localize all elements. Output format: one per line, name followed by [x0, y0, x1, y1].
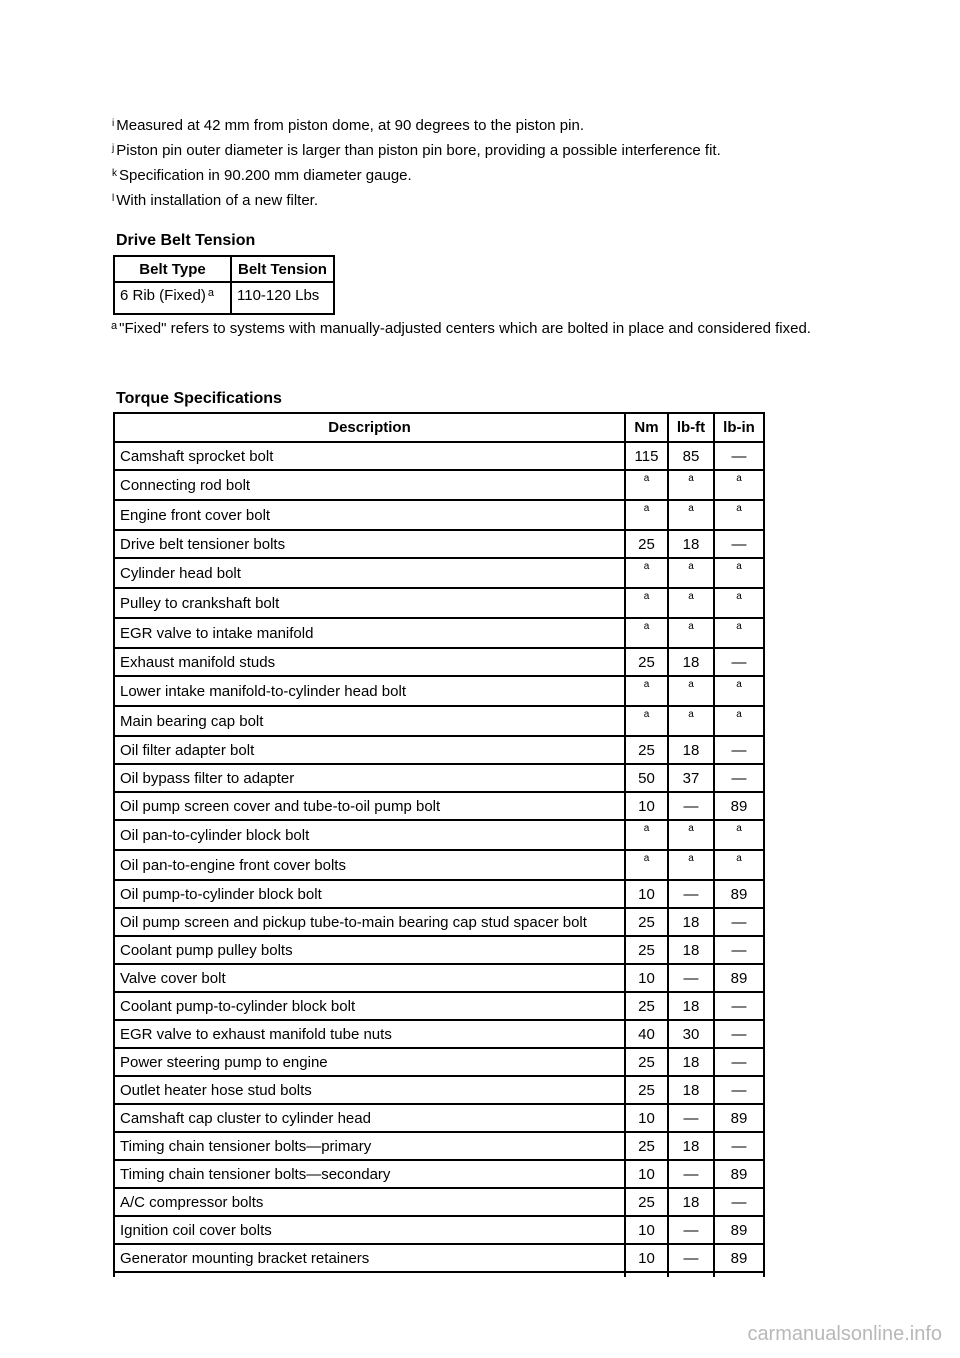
footnote-i: [112, 114, 721, 139]
lb-ft-cell: —: [668, 1216, 714, 1244]
lb-ft-cell: 18: [668, 736, 714, 764]
nm-cell: a: [625, 588, 668, 618]
description-cell: Oil pan-to-engine front cover bolts: [114, 850, 625, 880]
lb-in-cell: —: [714, 1188, 764, 1216]
table-row: [114, 908, 764, 936]
lb-ft-cell: 18: [668, 936, 714, 964]
nm-cell: a: [625, 500, 668, 530]
lb-in-cell: —: [714, 764, 764, 792]
footnote-mark: k: [112, 168, 117, 179]
description-cell: Oil pump-to-cylinder block bolt: [114, 880, 625, 908]
description-cell: Camshaft sprocket bolt: [114, 442, 625, 470]
lb-in-cell: —: [714, 1076, 764, 1104]
lb-in-cell: —: [714, 908, 764, 936]
nm-cell: 10: [625, 964, 668, 992]
footnote-text: Piston pin outer diameter is larger than piston pin bore, providing a possible interference fit.: [116, 142, 721, 159]
description-cell: Oil pan-to-cylinder block bolt: [114, 820, 625, 850]
table-row: [114, 1048, 764, 1076]
nm-cell: a: [625, 676, 668, 706]
lb-ft-cell: —: [668, 1160, 714, 1188]
belt-section-title: Drive Belt Tension: [116, 232, 256, 249]
description-cell: Connecting rod bolt: [114, 470, 625, 500]
description-cell: Timing chain tensioner bolts—secondary: [114, 1160, 625, 1188]
lb-in-cell: a: [714, 558, 764, 588]
description-cell: Coolant pump-to-cylinder block bolt: [114, 992, 625, 1020]
description-cell: Oil pump screen and pickup tube-to-main bearing cap stud spacer bolt: [114, 908, 625, 936]
description-cell: EGR valve to intake manifold: [114, 618, 625, 648]
nm-cell: a: [625, 558, 668, 588]
continuation-cell: [714, 1272, 764, 1277]
belt-type-value: 6 Rib (Fixed): [120, 287, 206, 304]
belt-tension-value: 110-120 Lbs: [231, 282, 334, 314]
lb-ft-cell: a: [668, 706, 714, 736]
table-header-row: [114, 413, 764, 442]
table-row: [114, 1216, 764, 1244]
lb-in-cell: a: [714, 470, 764, 500]
table-row: [114, 1076, 764, 1104]
footnote-text: Specification in 90.200 mm diameter gauge.: [119, 167, 412, 184]
description-cell: Cylinder head bolt: [114, 558, 625, 588]
nm-cell: 40: [625, 1020, 668, 1048]
nm-cell: 10: [625, 1160, 668, 1188]
lb-ft-cell: a: [668, 850, 714, 880]
lb-ft-cell: 18: [668, 1076, 714, 1104]
table-continuation-row: [114, 1272, 764, 1277]
table-row: [114, 736, 764, 764]
lb-ft-cell: —: [668, 964, 714, 992]
description-cell: Generator mounting bracket retainers: [114, 1244, 625, 1272]
lb-in-cell: —: [714, 442, 764, 470]
nm-cell: a: [625, 618, 668, 648]
table-row: [114, 792, 764, 820]
nm-cell: a: [625, 850, 668, 880]
nm-cell: 25: [625, 1048, 668, 1076]
footnote-list: [112, 114, 721, 214]
table-row: [114, 282, 334, 314]
table-row: [114, 1020, 764, 1048]
description-cell: A/C compressor bolts: [114, 1188, 625, 1216]
torque-specifications-table: [113, 412, 765, 1277]
lb-ft-cell: a: [668, 588, 714, 618]
table-row: [114, 500, 764, 530]
nm-cell: 10: [625, 1104, 668, 1132]
description-cell: Drive belt tensioner bolts: [114, 530, 625, 558]
table-row: [114, 676, 764, 706]
nm-cell: a: [625, 820, 668, 850]
continuation-cell: [668, 1272, 714, 1277]
lb-in-cell: —: [714, 992, 764, 1020]
description-header: Description: [114, 413, 625, 442]
table-row: [114, 588, 764, 618]
lb-ft-cell: 18: [668, 530, 714, 558]
lb-in-cell: a: [714, 850, 764, 880]
table-row: [114, 1104, 764, 1132]
table-row: [114, 530, 764, 558]
lb-in-cell: 89: [714, 964, 764, 992]
footnote-l: [112, 189, 721, 214]
footnote-text: "Fixed" refers to systems with manually-adjusted centers which are bolted in place and considered fixed.: [119, 320, 811, 337]
description-cell: Power steering pump to engine: [114, 1048, 625, 1076]
description-cell: Outlet heater hose stud bolts: [114, 1076, 625, 1104]
table-row: [114, 558, 764, 588]
nm-header: Nm: [625, 413, 668, 442]
table-header-row: [114, 256, 334, 282]
lb-in-cell: 89: [714, 1104, 764, 1132]
nm-cell: 25: [625, 936, 668, 964]
table-row: [114, 880, 764, 908]
lb-ft-cell: a: [668, 500, 714, 530]
lb-in-cell: a: [714, 676, 764, 706]
lb-ft-cell: 18: [668, 1132, 714, 1160]
description-cell: EGR valve to exhaust manifold tube nuts: [114, 1020, 625, 1048]
lb-in-cell: a: [714, 820, 764, 850]
table-row: [114, 764, 764, 792]
nm-cell: 10: [625, 1244, 668, 1272]
lb-ft-cell: 18: [668, 1188, 714, 1216]
nm-cell: 10: [625, 792, 668, 820]
table-row: [114, 706, 764, 736]
lb-ft-cell: 18: [668, 908, 714, 936]
lb-ft-cell: a: [668, 820, 714, 850]
lb-ft-cell: —: [668, 1244, 714, 1272]
table-row: [114, 964, 764, 992]
description-cell: Oil pump screen cover and tube-to-oil pump bolt: [114, 792, 625, 820]
table-row: [114, 992, 764, 1020]
nm-cell: 10: [625, 880, 668, 908]
lb-in-cell: 89: [714, 880, 764, 908]
lb-ft-cell: 18: [668, 992, 714, 1020]
description-cell: Oil bypass filter to adapter: [114, 764, 625, 792]
lb-in-cell: 89: [714, 792, 764, 820]
lb-in-cell: —: [714, 1048, 764, 1076]
description-cell: Timing chain tensioner bolts—primary: [114, 1132, 625, 1160]
description-cell: Exhaust manifold studs: [114, 648, 625, 676]
nm-cell: 25: [625, 1132, 668, 1160]
nm-cell: 115: [625, 442, 668, 470]
lb-in-cell: a: [714, 706, 764, 736]
lb-ft-cell: —: [668, 880, 714, 908]
lb-ft-cell: 30: [668, 1020, 714, 1048]
lb-ft-cell: —: [668, 792, 714, 820]
continuation-cell: [625, 1272, 668, 1277]
lb-ft-cell: a: [668, 470, 714, 500]
lb-in-cell: —: [714, 1132, 764, 1160]
table-row: [114, 1160, 764, 1188]
lb-in-cell: —: [714, 936, 764, 964]
table-row: [114, 1188, 764, 1216]
nm-cell: 25: [625, 648, 668, 676]
footnote-text: With installation of a new filter.: [116, 192, 318, 209]
description-cell: Oil filter adapter bolt: [114, 736, 625, 764]
nm-cell: a: [625, 470, 668, 500]
footnote-mark: a: [111, 320, 118, 332]
lb-ft-cell: 37: [668, 764, 714, 792]
lb-in-cell: a: [714, 618, 764, 648]
lb-in-cell: 89: [714, 1216, 764, 1244]
nm-cell: 25: [625, 530, 668, 558]
description-cell: Main bearing cap bolt: [114, 706, 625, 736]
description-cell: Camshaft cap cluster to cylinder head: [114, 1104, 625, 1132]
nm-cell: 25: [625, 1188, 668, 1216]
watermark: carmanualsonline.info: [747, 1323, 942, 1345]
table-row: [114, 618, 764, 648]
description-cell: Coolant pump pulley bolts: [114, 936, 625, 964]
belt-type-cell: [114, 282, 231, 314]
description-cell: Lower intake manifold-to-cylinder head bolt: [114, 676, 625, 706]
lb-ft-cell: 85: [668, 442, 714, 470]
footnote-mark: j: [112, 143, 115, 154]
table-row: [114, 1132, 764, 1160]
table-row: [114, 470, 764, 500]
lb-ft-cell: a: [668, 558, 714, 588]
lb-in-cell: a: [714, 500, 764, 530]
table-row: [114, 1244, 764, 1272]
lb-in-cell: 89: [714, 1244, 764, 1272]
footnote-mark: i: [112, 118, 115, 129]
nm-cell: 25: [625, 908, 668, 936]
lb-in-cell: —: [714, 530, 764, 558]
footnote-k: [112, 164, 721, 189]
footnote-mark: l: [112, 193, 115, 204]
table-row: [114, 936, 764, 964]
belt-tension-header: Belt Tension: [231, 256, 334, 282]
description-cell: Pulley to crankshaft bolt: [114, 588, 625, 618]
lb-in-cell: 89: [714, 1160, 764, 1188]
table-row: [114, 820, 764, 850]
nm-cell: 25: [625, 1076, 668, 1104]
lb-in-cell: —: [714, 736, 764, 764]
table-row: [114, 850, 764, 880]
belt-footnote: [111, 316, 841, 339]
lb-ft-cell: a: [668, 618, 714, 648]
footnote-text: Measured at 42 mm from piston dome, at 90 degrees to the piston pin.: [116, 117, 584, 134]
continuation-cell: [114, 1272, 625, 1277]
lb-ft-cell: 18: [668, 648, 714, 676]
lb-ft-cell: 18: [668, 1048, 714, 1076]
lb-in-cell: —: [714, 1020, 764, 1048]
belt-type-footnote-mark: a: [207, 287, 214, 299]
description-cell: Valve cover bolt: [114, 964, 625, 992]
belt-type-header: Belt Type: [114, 256, 231, 282]
footnote-j: [112, 139, 721, 164]
lb-in-cell: a: [714, 588, 764, 618]
nm-cell: 25: [625, 992, 668, 1020]
lb-in-header: lb-in: [714, 413, 764, 442]
torque-section-title: Torque Specifications: [116, 390, 282, 407]
nm-cell: 25: [625, 736, 668, 764]
description-cell: Ignition coil cover bolts: [114, 1216, 625, 1244]
nm-cell: 50: [625, 764, 668, 792]
belt-tension-table: [113, 255, 335, 315]
lb-ft-cell: —: [668, 1104, 714, 1132]
table-row: [114, 442, 764, 470]
nm-cell: a: [625, 706, 668, 736]
table-row: [114, 648, 764, 676]
nm-cell: 10: [625, 1216, 668, 1244]
lb-in-cell: —: [714, 648, 764, 676]
lb-ft-header: lb-ft: [668, 413, 714, 442]
lb-ft-cell: a: [668, 676, 714, 706]
description-cell: Engine front cover bolt: [114, 500, 625, 530]
